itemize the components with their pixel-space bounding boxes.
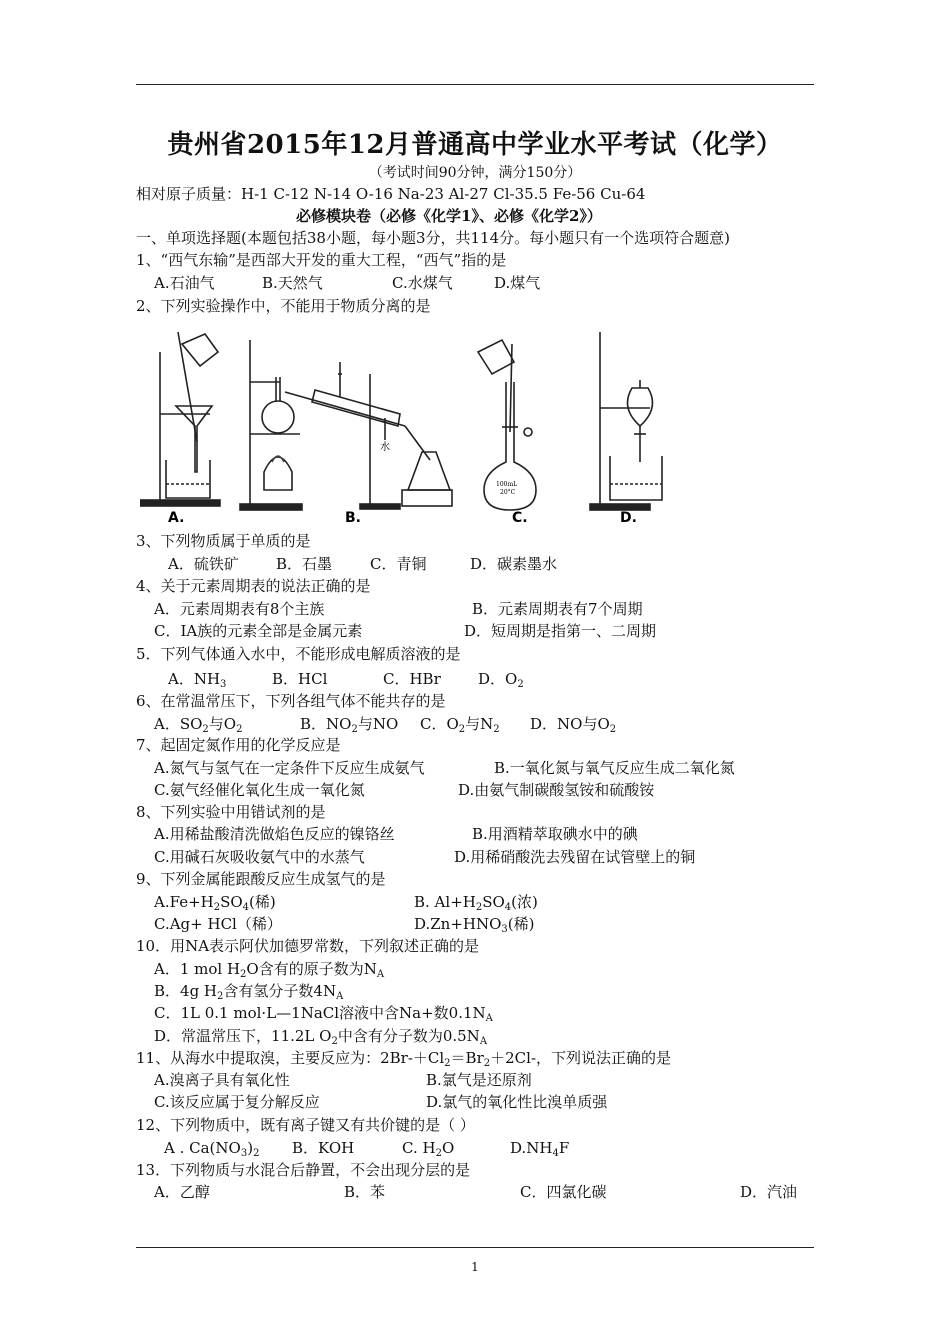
q8-option-c: C.用碱石灰吸收氨气中的水蒸气 bbox=[154, 848, 365, 866]
q7-option-a: A.氮气与氢气在一定条件下反应生成氨气 bbox=[154, 759, 425, 777]
q7-option-d: D.由氨气制碳酸氢铵和硫酸铵 bbox=[458, 781, 655, 799]
q2-apparatus-figure bbox=[140, 322, 680, 527]
q4-option-d: D．短周期是指第一、二周期 bbox=[464, 622, 657, 640]
q10-option-a: A．1 mol $H_2O$含有的原子数为$N_A$ bbox=[154, 960, 385, 980]
q1-option-a: A.石油气 bbox=[154, 274, 215, 292]
q1-option-b: B.天然气 bbox=[262, 274, 323, 292]
exam-title: 贵州省2015年12月普通高中学业水平考试（化学） bbox=[167, 130, 783, 160]
q9-option-c: C.Ag+ HCl（稀） bbox=[154, 915, 282, 933]
q4-option-c: C．ⅠA族的元素全部是金属元素 bbox=[154, 622, 363, 640]
q3-stem: 3、下列物质属于单质的是 bbox=[136, 532, 311, 550]
section-heading: 一、单项选择题(本题包括38小题，每小题3分，共114分。每小题只有一个选项符合题意) bbox=[136, 229, 730, 247]
q11-option-a: A.溴离子具有氧化性 bbox=[154, 1071, 290, 1089]
flask-capacity: 100mL bbox=[496, 481, 518, 488]
q11-option-d: D.氯气的氧化性比溴单质强 bbox=[426, 1093, 608, 1111]
q2-stem: 2、下列实验操作中，不能用于物质分离的是 bbox=[136, 297, 431, 315]
q10-stem: 10．用NA表示阿伏加德罗常数，下列叙述正确的是 bbox=[136, 937, 480, 955]
q8-option-a: A.用稀盐酸清洗做焰色反应的镍铬丝 bbox=[154, 825, 395, 843]
separatory-funnel-apparatus bbox=[590, 332, 662, 510]
q7-option-b: B.一氧化氮与氧气反应生成二氧化氮 bbox=[494, 759, 735, 777]
q13-stem: 13．下列物质与水混合后静置，不会出现分层的是 bbox=[136, 1161, 471, 1179]
q1-stem: 1、“西气东输”是西部大开发的重大工程，“西气”指的是 bbox=[136, 251, 507, 269]
q9-option-a: $A.Fe+H_2SO_4$(稀) bbox=[154, 893, 276, 913]
q9-option-d: $D.Zn+HNO_3$(稀) bbox=[414, 915, 535, 935]
exam-subtitle: （考试时间90分钟，满分150分） bbox=[368, 165, 582, 181]
fig-label-d: D. bbox=[620, 510, 637, 526]
filtration-apparatus bbox=[140, 332, 220, 506]
q6-option-a: A．$SO_2$与$O_2$ bbox=[154, 715, 243, 735]
q13-option-b: B．苯 bbox=[344, 1183, 386, 1201]
q3-option-d: D．碳素墨水 bbox=[470, 555, 558, 573]
q5-option-b: B．HCl bbox=[272, 670, 328, 688]
q7-stem: 7、起固定氮作用的化学反应是 bbox=[136, 736, 341, 754]
module-heading: 必修模块卷（必修《化学1》、必修《化学2》） bbox=[296, 207, 602, 225]
flask-temperature: 20°C bbox=[500, 489, 516, 496]
q8-option-d: D.用稀硝酸洗去残留在试管壁上的铜 bbox=[454, 848, 696, 866]
atomic-masses: 相对原子质量：H-1 C-12 N-14 O-16 Na-23 Al-27 Cl-35.5 Fe-56 Cu-64 bbox=[136, 185, 646, 203]
q3-option-b: B．石墨 bbox=[276, 555, 333, 573]
q11-stem: 11、从海水中提取溴，主要反应为：$2Br-+Cl_2=Br_2+2Cl-$，下列说法正确的是 bbox=[136, 1049, 672, 1069]
q3-option-a: A．硫铁矿 bbox=[168, 555, 239, 573]
q4-option-a: A．元素周期表有8个主族 bbox=[154, 600, 325, 618]
q6-option-b: B．$NO_2$与NO bbox=[300, 715, 399, 735]
q6-stem: 6、在常温常压下，下列各组气体不能共存的是 bbox=[136, 692, 446, 710]
q11-option-b: B.氯气是还原剂 bbox=[426, 1071, 532, 1089]
q5-stem: 5．下列气体通入水中，不能形成电解质溶液的是 bbox=[136, 645, 461, 663]
q12-option-a: A . $Ca(NO_3)_2$ bbox=[164, 1139, 260, 1159]
page-number: 1 bbox=[471, 1260, 479, 1274]
footer-rule bbox=[136, 1247, 814, 1248]
distillation-apparatus bbox=[240, 340, 452, 510]
q12-stem: 12、下列物质中，既有离子键又有共价键的是（ ） bbox=[136, 1116, 475, 1134]
q12-option-b: B．KOH bbox=[292, 1139, 355, 1157]
q12-option-d: $D.NH_4F$ bbox=[510, 1139, 570, 1159]
q3-option-c: C．青铜 bbox=[370, 555, 427, 573]
q8-option-b: B.用酒精萃取碘水中的碘 bbox=[472, 825, 638, 843]
q12-option-c: C. $H_2O$ bbox=[402, 1139, 455, 1159]
q1-option-c: C.水煤气 bbox=[392, 274, 453, 292]
q10-option-c: C．1L 0.1 mol·L—1NaCl溶液中含Na+数$0.1N_A$ bbox=[154, 1004, 493, 1024]
q5-option-c: C．HBr bbox=[383, 670, 441, 688]
q9-stem: 9、下列金属能跟酸反应生成氢气的是 bbox=[136, 870, 386, 888]
q8-stem: 8、下列实验中用错试剂的是 bbox=[136, 803, 326, 821]
fig-label-water: 水 bbox=[380, 442, 390, 453]
q13-option-c: C．四氯化碳 bbox=[520, 1183, 607, 1201]
q11-option-c: C.该反应属于复分解反应 bbox=[154, 1093, 320, 1111]
fig-label-b: B. bbox=[345, 510, 361, 526]
q13-option-d: D．汽油 bbox=[740, 1183, 798, 1201]
q5-option-a: A．$NH_3$ bbox=[168, 670, 227, 690]
q5-option-d: D．$O_2$ bbox=[478, 670, 524, 690]
q10-option-d: D．常温常压下，11.2L $O_2$中含有分子数为$0.5N_A$ bbox=[154, 1027, 488, 1047]
q1-option-d: D.煤气 bbox=[494, 274, 541, 292]
q6-option-c: C．$O_2$与$N_2$ bbox=[420, 715, 500, 735]
q7-option-c: C.氨气经催化氧化生成一氧化氮 bbox=[154, 781, 365, 799]
fig-label-a: A. bbox=[168, 510, 185, 526]
q10-option-b: B．4g $H_2$含有氢分子数$4N_A$ bbox=[154, 982, 344, 1002]
q4-option-b: B．元素周期表有7个周期 bbox=[472, 600, 643, 618]
header-rule bbox=[136, 84, 814, 85]
fig-label-c: C. bbox=[512, 510, 528, 526]
q13-option-a: A．乙醇 bbox=[154, 1183, 210, 1201]
q6-option-d: D．NO与$O_2$ bbox=[530, 715, 617, 735]
q4-stem: 4、关于元素周期表的说法正确的是 bbox=[136, 577, 371, 595]
q9-option-b: B. $Al+H_2SO_4$(浓) bbox=[414, 893, 538, 913]
